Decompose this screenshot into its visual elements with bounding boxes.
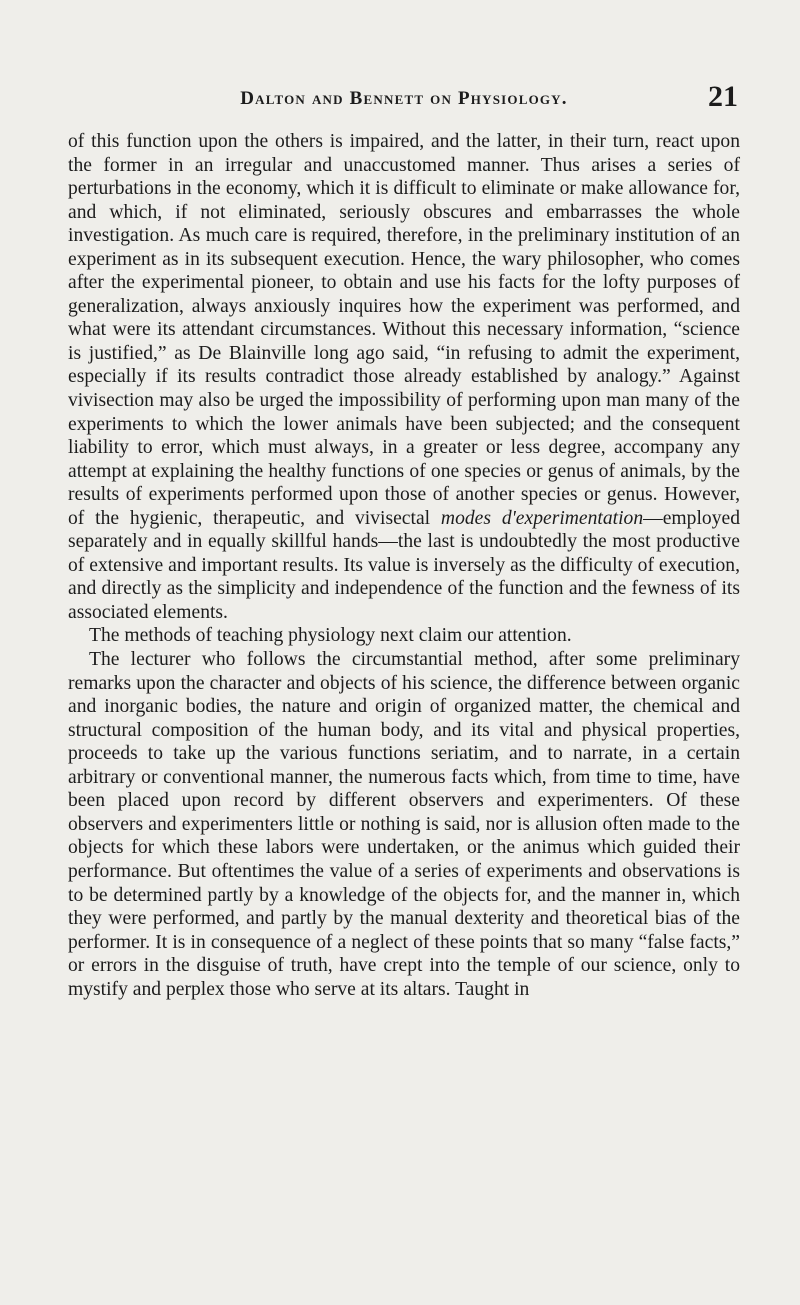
body-text xyxy=(68,130,740,1001)
paragraph-1-text-b: —employed separately and in equally skillful hands—the last is undoubtedly the most productive of extensive and important results. Its value is inversely as the difficulty of execution, and directly as the simplicity and independence of the function and the fewness of its associated elements. xyxy=(68,507,740,623)
paragraph-1 xyxy=(68,130,740,624)
paragraph-3: The lecturer who follows the circumstantial method, after some preliminary remarks upon the character and objects of his science, the difference between organic and inorganic bodies, the nature and origin of organized matter, the chemical and structural composition of the human body, and its vital and physical properties, proceeds to take up the various functions seriatim, and to narrate, in a certain arbitrary or conventional manner, the numerous facts which, from time to time, have been placed upon record by different observers and experimenters. Of these observers and experimenters little or nothing is said, nor is allusion often made to the objects for which these labors were undertaken, or the animus which guided their performance. But oftentimes the value of a series of experiments and observations is to be determined partly by a knowledge of the objects for, and the manner in, which they were performed, and partly by the manual dexterity and theoretical bias of the performer. It is in consequence of a neglect of these points that so many “false facts,” or errors in the disguise of truth, have crept into the temple of our science, only to mystify and perplex those who serve at its altars. Taught in xyxy=(68,649,740,1000)
running-head: Dalton and Bennett on Physiology. xyxy=(240,88,568,109)
paragraph-1-text-a: of this function upon the others is impaired, and the latter, in their turn, react upon the former in an irregular and unaccustomed manner. Thus arises a series of perturbations in the economy, which it is difficult to eliminate or make allowance for, and which, if not eliminated, seriously obscures and embarrasses the whole investigation. As much care is required, therefore, in the preliminary institution of an experiment as in its subsequent execution. Hence, the wary philosopher, who comes after the experimental pioneer, to obtain and use his facts for the lofty purposes of generalization, always anxiously inquires how the experiment was performed, and what were its attendant circumstances. Without this necessary information, “science is justified,” as De Blainville long ago said, “in refusing to admit the experiment, especially if its results contradict those already established by analogy.” Against vivisection may also be urged the impossibility of performing upon man many of the experiments to which the lower animals have been subjected; and the consequent liability to error, which must always, in a greater or less degree, accompany any attempt at explaining the healthy functions of one species or genus of animals, by the results of experiments performed upon those of another species or genus. However, of the hygienic, therapeutic, and vivisectal xyxy=(68,131,740,529)
paragraph-1-italic-phrase: modes d'experimentation xyxy=(440,507,644,529)
page-number: 21 xyxy=(708,80,738,113)
paragraph-2: The methods of teaching physiology next claim our attention. xyxy=(89,625,572,647)
page-header xyxy=(68,78,740,118)
